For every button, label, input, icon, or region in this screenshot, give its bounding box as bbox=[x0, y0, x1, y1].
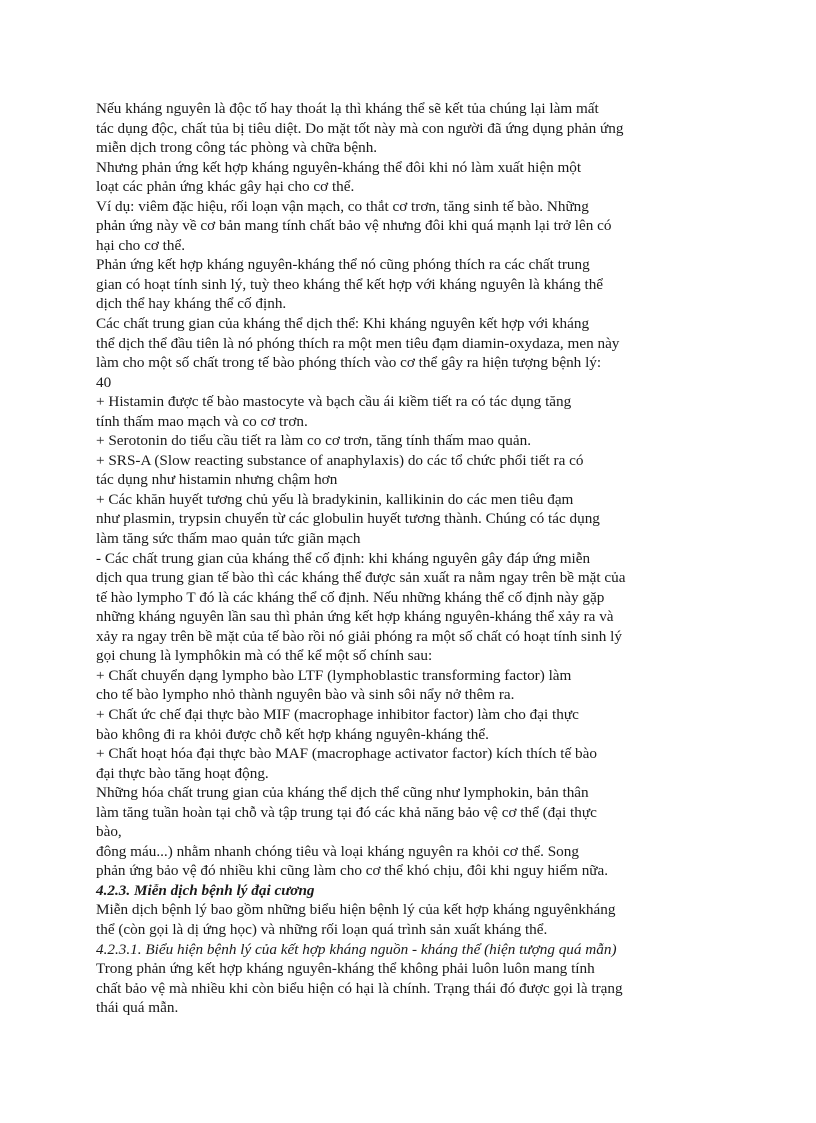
text-line: tế hào lympho T đó là các kháng thể cố định. Nếu những kháng thể cố định này gặp bbox=[96, 588, 605, 606]
text-line: + SRS-A (Slow reacting substance of anaphylaxis) do các tổ chức phổi tiết ra có bbox=[96, 451, 584, 469]
text-line: + Histamin được tế bào mastocyte và bạch cầu ái kiềm tiết ra có tác dụng tăng bbox=[96, 393, 572, 411]
text-line: thể (còn gọi là dị ứng học) và những rối loạn quá trình sản xuất kháng thể. bbox=[96, 920, 548, 938]
text-line: những kháng nguyên lần sau thì phản ứng kết hợp kháng nguyên-kháng thể xảy ra và bbox=[96, 608, 614, 626]
text-line: Những hóa chất trung gian của kháng thể dịch thể cũng như lymphokin, bản thân bbox=[96, 784, 589, 802]
text-line: thái quá mẫn. bbox=[96, 999, 179, 1017]
text-line: thể dịch thể đầu tiên là nó phóng thích ra một men tiêu đạm diamin-oxydaza, men này bbox=[96, 334, 620, 352]
text-line: phản ứng bảo vệ đó nhiều khi cũng làm cho cơ thể khó chịu, đôi khi nguy hiểm nữa. bbox=[96, 862, 609, 880]
text-line: gọi chung là lymphôkin mà có thể kể một số chính sau: bbox=[96, 647, 433, 665]
section-heading: 4.2.3. Miễn dịch bệnh lý đại cương bbox=[96, 881, 315, 899]
text-line: tính thấm mao mạch và co cơ trơn. bbox=[96, 412, 308, 430]
text-line: tác dụng như histamin nhưng chậm hơn bbox=[96, 471, 338, 489]
text-line: + Chất hoạt hóa đại thực bào MAF (macrophage activator factor) kích thích tế bào bbox=[96, 745, 597, 763]
text-line: 40 bbox=[96, 373, 112, 391]
text-line: làm cho một số chất trong tế bào phóng thích vào cơ thể gây ra hiện tượng bệnh lý: bbox=[96, 354, 602, 372]
text-line: dịch qua trung gian tế bào thì các kháng thể được sản xuất ra nằm ngay trên bề mặt của bbox=[96, 569, 626, 587]
text-line: như plasmin, trypsin chuyển từ các globulin huyết tương thành. Chúng có tác dụng bbox=[96, 510, 600, 528]
text-line: + Serotonin do tiểu cầu tiết ra làm co cơ trơn, tăng tính thấm mao quản. bbox=[96, 432, 532, 450]
text-line: bào, bbox=[96, 823, 122, 841]
text-line: - Các chất trung gian của kháng thể cố định: khi kháng nguyên gây đáp ứng miễn bbox=[96, 549, 591, 567]
text-line: xảy ra ngay trên bề mặt của tế bào rồi nó giải phóng ra một số chất có hoạt tính sinh lý bbox=[96, 627, 622, 645]
text-line: + Chất ức chế đại thực bào MIF (macrophage inhibitor factor) làm cho đại thực bbox=[96, 705, 579, 723]
text-line: Nhưng phản ứng kết hợp kháng nguyên-kháng thể đôi khi nó làm xuất hiện một bbox=[96, 158, 582, 176]
text-line: phản ứng này về cơ bản mang tính chất bảo vệ nhưng đôi khi quá mạnh lại trở lên có bbox=[96, 217, 612, 235]
text-line: làm tăng sức thấm mao quản tức giãn mạch bbox=[96, 530, 361, 548]
text-line: loạt các phản ứng khác gây hại cho cơ thể. bbox=[96, 178, 355, 196]
text-line: đông máu...) nhằm nhanh chóng tiêu và loại kháng nguyên ra khỏi cơ thể. Song bbox=[96, 842, 579, 860]
text-line: Phản ứng kết hợp kháng nguyên-kháng thể nó cũng phóng thích ra các chất trung bbox=[96, 256, 590, 274]
text-line: hại cho cơ thể. bbox=[96, 236, 185, 254]
text-line: + Các khăn huyết tương chủ yếu là bradykinin, kallikinin do các men tiêu đạm bbox=[96, 490, 574, 508]
text-line: làm tăng tuần hoàn tại chỗ và tập trung tại đó các khả năng bảo vệ cơ thể (đại thực bbox=[96, 803, 597, 821]
text-line: Các chất trung gian của kháng thể dịch thể: Khi kháng nguyên kết hợp với kháng bbox=[96, 315, 590, 333]
document-page bbox=[96, 99, 736, 1018]
text-line: Trong phản ứng kết hợp kháng nguyên-kháng thể không phải luôn luôn mang tính bbox=[96, 960, 595, 978]
text-line: chất bảo vệ mà nhiều khi còn biểu hiện có hại là chính. Trạng thái đó được gọi là trạng bbox=[96, 979, 623, 997]
text-line: tác dụng độc, chất tủa bị tiêu diệt. Do mặt tốt này mà con người đã ứng dụng phản ứng bbox=[96, 119, 624, 137]
text-line: Nếu kháng nguyên là độc tố hay thoát lạ thì kháng thể sẽ kết tủa chúng lại làm mất bbox=[96, 100, 599, 117]
text-line: cho tế bào lympho nhỏ thành nguyên bào và sinh sôi nẩy nở thêm ra. bbox=[96, 686, 515, 704]
text-line: Miễn dịch bệnh lý bao gồm những biểu hiện bệnh lý của kết hợp kháng nguyênkháng bbox=[96, 901, 616, 919]
text-line: gian có hoạt tính sinh lý, tuỳ theo kháng thể kết hợp với kháng nguyên là kháng thể bbox=[96, 275, 604, 293]
text-line: miễn dịch trong công tác phòng và chữa bệnh. bbox=[96, 139, 378, 157]
subsection-heading: 4.2.3.1. Biểu hiện bệnh lý của kết hợp kháng nguồn - kháng thể (hiện tượng quá mẫn) bbox=[96, 940, 617, 958]
text-line: + Chất chuyển dạng lympho bào LTF (lymphoblastic transforming factor) làm bbox=[96, 666, 572, 684]
text-line: đại thực bào tăng hoạt động. bbox=[96, 764, 269, 782]
text-line: Ví dụ: viêm đặc hiệu, rối loạn vận mạch, co thắt cơ trơn, tăng sinh tế bào. Những bbox=[96, 197, 589, 215]
text-line: bào không đi ra khỏi được chỗ kết hợp kháng nguyên-kháng thể. bbox=[96, 725, 489, 743]
text-line: dịch thể hay kháng thể cố định. bbox=[96, 295, 287, 313]
